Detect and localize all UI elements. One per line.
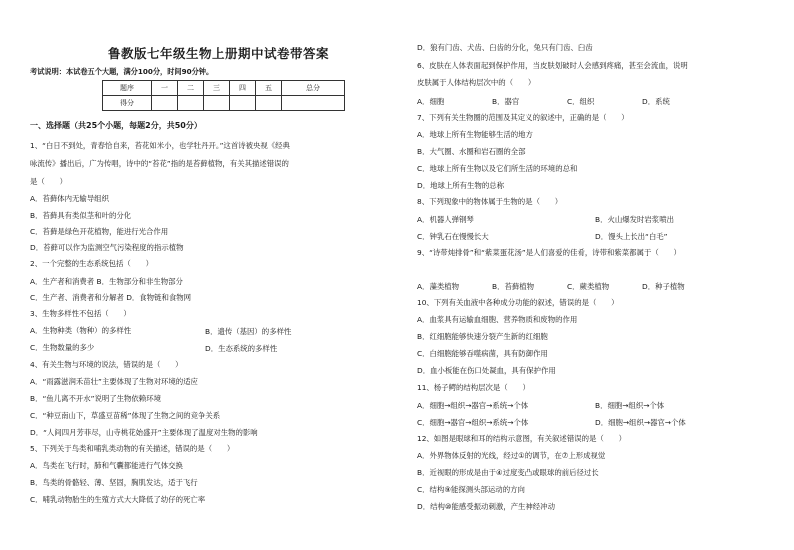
option: A．藻类植物 (417, 282, 460, 291)
score-input-cell[interactable] (152, 96, 178, 111)
option: D．苔藓可以作为监测空气污染程度的指示植物 (30, 243, 184, 252)
option: C．哺乳动物胎生的生殖方式大大降低了幼仔的死亡率 (30, 495, 206, 504)
option: A．血浆具有运输血细胞、营养物质和废物的作用 (417, 315, 578, 324)
option: B．遗传（基因）的多样性 (205, 327, 292, 336)
score-input-cell[interactable] (282, 96, 345, 111)
exam-notice: 考试说明：本试卷五个大题，满分100分，时间90分钟。 (30, 67, 214, 76)
score-cell: 一 (152, 81, 178, 96)
option: A．细胞→组织→器官→系统→个体 (417, 401, 529, 410)
question-text: 10、下列有关血液中各种成分功能的叙述，错误的是（ ） (417, 298, 619, 307)
question-text: 咏流传》播出后，广为传唱，诗中的“苔花”指的是苔藓植物，有关其描述错误的 (30, 159, 289, 168)
option: B．大气圈、水圈和岩石圈的全部 (417, 147, 526, 156)
option: D．系统 (642, 97, 670, 106)
option: D．细胞→组织→器官→个体 (595, 418, 686, 427)
option: A．“雨露滋润禾苗壮”主要体现了生物对环境的适应 (30, 377, 198, 386)
section-heading: 一、选择题（共25个小题，每题2分，共50分） (30, 121, 202, 130)
option: C．生产者、消费者和分解者 D．食物链和食物网 (30, 293, 192, 302)
score-cell: 三 (204, 81, 230, 96)
option: A．外界物体反射的光线，经过①的调节，在⑦上形成视觉 (417, 451, 606, 460)
question-text: 皮肤属于人体结构层次中的（ ） (417, 78, 536, 87)
option: D．狼有门齿、犬齿、臼齿的分化，兔只有门齿、臼齿 (417, 43, 593, 52)
option: C．苔藓是绿色开花植物，能进行光合作用 (30, 227, 169, 236)
option: B．鸟类的骨骼轻、薄、坚固，胸肌发达，适于飞行 (30, 478, 198, 487)
score-input-cell[interactable] (204, 96, 230, 111)
option: D．馒头上长出“白毛” (595, 232, 668, 241)
question-text: 3、生物多样性不包括（ ） (30, 309, 131, 318)
score-cell: 二 (178, 81, 204, 96)
score-input-cell[interactable] (256, 96, 282, 111)
score-cell: 四 (230, 81, 256, 96)
option: C．细胞→器官→组织→系统→个体 (417, 418, 529, 427)
option: A．生产者和消费者 B．生物部分和非生物部分 (30, 277, 183, 286)
question-text: 9、“诗带炖排骨”和“紫菜蛋花汤”是人们喜爱的佳肴，诗带和紫菜都属于（ ） (417, 248, 681, 257)
option: B．红细胞能够快速分裂产生新的红细胞 (417, 332, 548, 341)
score-cell: 总分 (282, 81, 345, 96)
question-text: 1、“白日不到处，青春恰自来，苔花如米小，也学牡丹开。”这首诗被央视《经典 (30, 141, 290, 150)
option: D．结构⑩能感受振动刺激，产生神经冲动 (417, 502, 555, 511)
option: C．白细胞能够吞噬病菌，具有防御作用 (417, 349, 548, 358)
option: D．种子植物 (642, 282, 685, 291)
option: A．机器人弹钢琴 (417, 215, 474, 224)
option: B．火山爆发时岩浆喷出 (595, 215, 674, 224)
option: B．“鱼儿离不开水”说明了生物依赖环境 (30, 394, 161, 403)
question-text: 4、有关生物与环境的说法，错误的是（ ） (30, 360, 183, 369)
score-cell: 五 (256, 81, 282, 96)
score-table (102, 80, 345, 111)
score-table-score-row (103, 96, 345, 111)
option: B．器官 (492, 97, 520, 106)
option: C．组织 (567, 97, 595, 106)
option: C．蕨类植物 (567, 282, 610, 291)
exam-title: 鲁教版七年级生物上册期中试卷带答案 (108, 46, 330, 61)
option: D．生态系统的多样性 (205, 344, 278, 353)
option: A．细胞 (417, 97, 445, 106)
option: A．地球上所有生物能够生活的地方 (417, 130, 533, 139)
option: B．近视眼的形成是由于④过度变凸或眼球的前后径过长 (417, 468, 599, 477)
question-text: 5、下列关于鸟类和哺乳类动物的有关描述，错误的是（ ） (30, 444, 235, 453)
question-text: 6、皮肤在人体表面起到保护作用，当皮肤划破时人会感到疼痛，甚至会流血，说明 (417, 61, 688, 70)
question-text: 2、一个完整的生态系统包括（ ） (30, 259, 153, 268)
option: A．苔藓体内无输导组织 (30, 194, 109, 203)
option: A．鸟类在飞行时，肺和气囊都能进行气体交换 (30, 461, 183, 470)
score-cell: 题序 (103, 81, 152, 96)
option: A．生物种类（物种）的多样性 (30, 326, 132, 335)
question-text: 11、杨子鳄的结构层次是（ ） (417, 383, 530, 392)
score-input-cell[interactable] (230, 96, 256, 111)
option: C．钟乳石在慢慢长大 (417, 232, 489, 241)
option: B．苔藓植物 (492, 282, 535, 291)
option: B．苔藓具有类似茎和叶的分化 (30, 211, 132, 220)
option: D．“人间四月芳菲尽，山寺桃花始盛开”主要体现了温度对生物的影响 (30, 428, 258, 437)
option: C．结构⑨能探测头部运动的方向 (417, 485, 525, 494)
score-row-label: 得分 (103, 96, 152, 111)
question-text: 8、下列现象中的物体属于生物的是（ ） (417, 197, 563, 206)
option: D．血小板能在伤口处凝血，具有保护作用 (417, 366, 556, 375)
option: C．生物数量的多少 (30, 343, 95, 352)
question-text: 12、如图是眼球和耳的结构示意图，有关叙述错误的是（ ） (417, 434, 626, 443)
score-table-header-row (103, 81, 345, 96)
score-input-cell[interactable] (178, 96, 204, 111)
question-text: 7、下列有关生物圈的范围及其定义的叙述中，正确的是（ ） (417, 113, 629, 122)
option: C．地球上所有生物以及它们所生活的环境的总和 (417, 164, 578, 173)
option: B．细胞→组织→个体 (595, 401, 665, 410)
option: D．地球上所有生物的总称 (417, 181, 504, 190)
question-text: 是（ ） (30, 177, 67, 186)
option: C．“种豆南山下，草盛豆苗稀”体现了生物之间的竞争关系 (30, 411, 221, 420)
